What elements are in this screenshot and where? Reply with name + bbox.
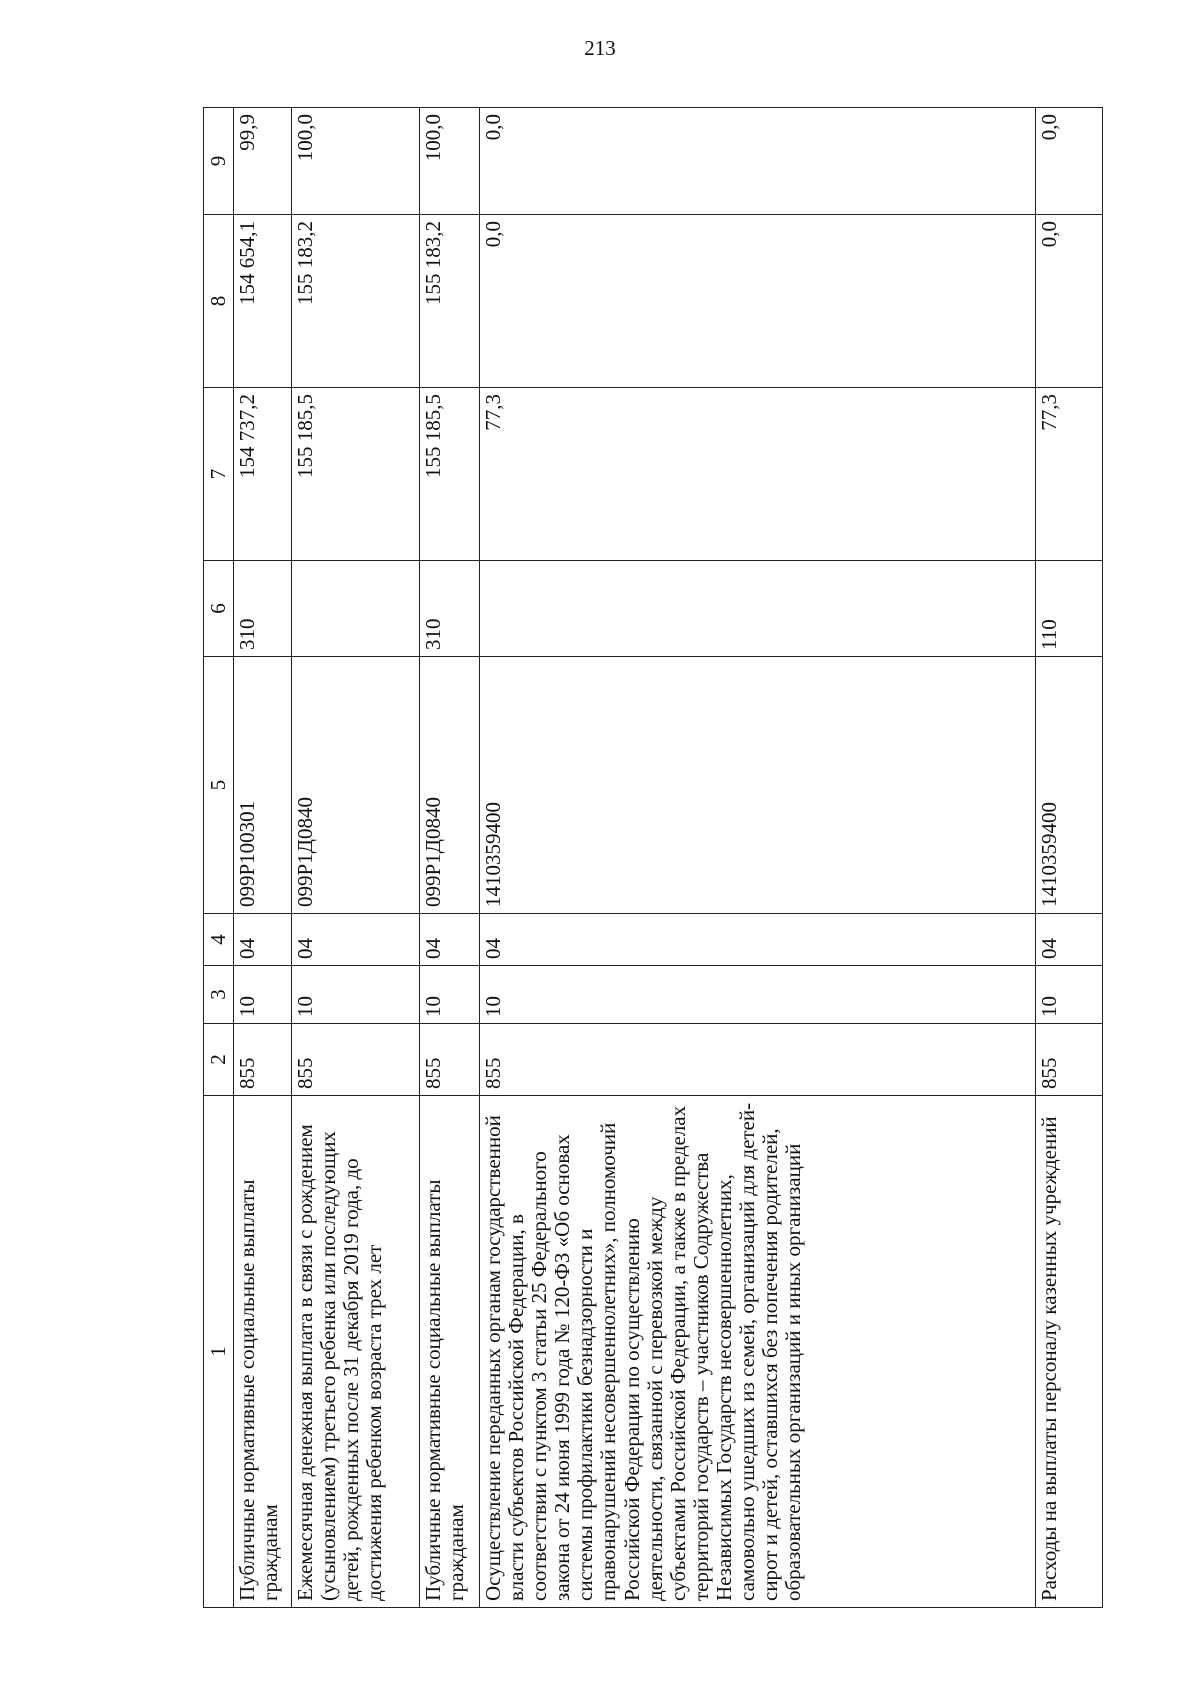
- cell-section: 10: [234, 966, 292, 1024]
- header-col-5: 5: [204, 657, 234, 914]
- cell-actual: 155 183,2: [292, 215, 420, 388]
- cell-subsection: 04: [234, 914, 292, 966]
- header-col-3: 3: [204, 966, 234, 1024]
- header-col-6: 6: [204, 561, 234, 657]
- cell-grbs: 855: [292, 1024, 420, 1096]
- cell-target-article: 099Р1Д0840: [292, 657, 420, 914]
- cell-actual: 155 183,2: [420, 215, 480, 388]
- cell-expense-type: [292, 561, 420, 657]
- table-row: [292, 108, 420, 1608]
- cell-subsection: 04: [1036, 914, 1103, 966]
- table-row: [1036, 108, 1103, 1608]
- cell-expense-type: [480, 561, 1036, 657]
- cell-expense-type: 110: [1036, 561, 1103, 657]
- cell-plan: 154 737,2: [234, 388, 292, 561]
- cell-actual: 0,0: [480, 215, 1036, 388]
- cell-percent: 99,9: [234, 108, 292, 215]
- cell-actual: 0,0: [1036, 215, 1103, 388]
- cell-grbs: 855: [420, 1024, 480, 1096]
- page-number: 213: [584, 36, 616, 60]
- row-name: Ежемесячная денежная выплата в связи с рождением (усыновлением) третьего ребенка или последующих детей, рожденных после 31 декабря 2019 года, до достижения ребенком возраста трех лет: [292, 1096, 420, 1608]
- cell-target-article: 1410359400: [1036, 657, 1103, 914]
- header-col-7: 7: [204, 388, 234, 561]
- header-row: [204, 108, 234, 1608]
- cell-expense-type: 310: [420, 561, 480, 657]
- cell-expense-type: 310: [234, 561, 292, 657]
- header-col-4: 4: [204, 914, 234, 966]
- budget-table: [203, 107, 1103, 1608]
- table-row: [480, 108, 1036, 1608]
- cell-target-article: 099Р100301: [234, 657, 292, 914]
- cell-target-article: 1410359400: [480, 657, 1036, 914]
- cell-target-article: 099Р1Д0840: [420, 657, 480, 914]
- cell-percent: 100,0: [420, 108, 480, 215]
- cell-plan: 155 185,5: [292, 388, 420, 561]
- header-col-1: 1: [204, 1096, 234, 1608]
- header-col-2: 2: [204, 1024, 234, 1096]
- cell-section: 10: [420, 966, 480, 1024]
- cell-grbs: 855: [234, 1024, 292, 1096]
- row-name: Осуществление переданных органам государственной власти субъектов Российской Федерации, в соответствии с пунктом 3 статьи 25 Федерального закона от 24 июня 1999 года № 120-ФЗ «Об основах системы профилактики безнадзорности и правонарушений несовершеннолетних», полномочий Российской Федерации по осуществлению деятельности, связанной с перевозкой между субъектами Российской Федерации, а также в пределах территорий государств – участников Содружества Независимых Государств несовершеннолетних, самовольно ушедших из семей, организаций для детей-сирот и детей, оставшихся без попечения родителей, образовательных организаций и иных организаций: [480, 1096, 1036, 1608]
- cell-percent: 100,0: [292, 108, 420, 215]
- cell-plan: 77,3: [1036, 388, 1103, 561]
- row-name: Публичные нормативные социальные выплаты гражданам: [234, 1096, 292, 1608]
- row-name: Публичные нормативные социальные выплаты гражданам: [420, 1096, 480, 1608]
- cell-percent: 0,0: [480, 108, 1036, 215]
- cell-subsection: 04: [420, 914, 480, 966]
- cell-subsection: 04: [292, 914, 420, 966]
- cell-subsection: 04: [480, 914, 1036, 966]
- row-name: Расходы на выплаты персоналу казенных учреждений: [1036, 1096, 1103, 1608]
- cell-plan: 155 185,5: [420, 388, 480, 561]
- cell-section: 10: [480, 966, 1036, 1024]
- rotated-table-wrapper: [203, 108, 1103, 1608]
- header-col-9: 9: [204, 108, 234, 215]
- table-row: [234, 108, 292, 1608]
- table-row: [420, 108, 480, 1608]
- cell-section: 10: [292, 966, 420, 1024]
- cell-section: 10: [1036, 966, 1103, 1024]
- cell-actual: 154 654,1: [234, 215, 292, 388]
- cell-plan: 77,3: [480, 388, 1036, 561]
- cell-grbs: 855: [1036, 1024, 1103, 1096]
- cell-grbs: 855: [480, 1024, 1036, 1096]
- header-col-8: 8: [204, 215, 234, 388]
- cell-percent: 0,0: [1036, 108, 1103, 215]
